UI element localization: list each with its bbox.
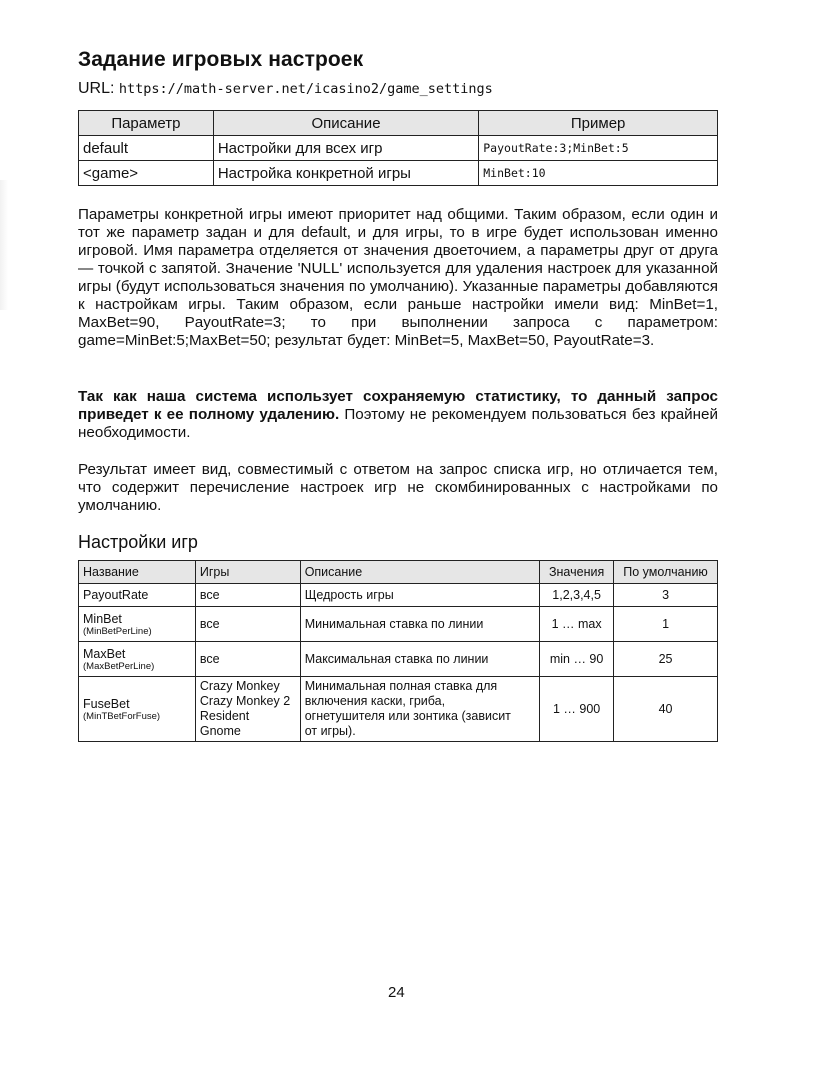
warning-paragraph	[78, 388, 718, 442]
table-row	[79, 136, 718, 161]
table-row	[79, 642, 718, 677]
setting-alias: (MinTBetForFuse)	[83, 710, 161, 722]
games-cell: все	[195, 607, 300, 642]
default-cell: 1	[614, 607, 718, 642]
values-cell: 1,2,3,4,5	[540, 584, 614, 607]
name-cell	[79, 607, 196, 642]
description-line: от игры).	[304, 724, 356, 738]
section-heading: Задание игровых настроек	[78, 48, 364, 71]
table-header-row	[79, 561, 718, 584]
parameters-table	[78, 110, 718, 186]
games-cell: все	[195, 642, 300, 677]
game-name: Resident	[199, 709, 250, 723]
name-cell	[79, 642, 196, 677]
priority-paragraph: Параметры конкретной игры имеют приоритет над общими. Таким образом, если один и тот же параметр задан и для default, и для игры, то в игре будет использован именно игровой. Имя параметра отделяется от значения двоеточием, а параметры друг от друга — точкой с запятой. Значение 'NULL' используется для удаления настроек для указанной игры (будут использоваться значения по умолчанию). Указанные параметры добавляются к настройкам игры. Таким образом, если раньше настройки имели вид: MinBet=1, MaxBet=90, PayoutRate=3; то при выполнении запроса с параметром: game=MinBet:5;MaxBet=50; результат будет: MinBet=5, MaxBet=50, PayoutRate=3.	[78, 206, 718, 349]
game-name: Crazy Monkey 2	[199, 694, 291, 708]
header-description: Описание	[300, 561, 539, 584]
description-cell	[300, 677, 539, 742]
table-row	[79, 677, 718, 742]
game-name: Gnome	[199, 724, 241, 738]
setting-name: FuseBet	[83, 696, 130, 711]
warning-rest-text: Поэтому не рекомендуем пользоваться без крайней необходимости.	[78, 406, 718, 441]
page-number: 24	[388, 984, 405, 1001]
values-cell: 1 … max	[540, 607, 614, 642]
url-value: https://math-server.net/icasino2/game_settings	[118, 81, 493, 97]
game-name: Crazy Monkey	[199, 679, 280, 693]
header-games: Игры	[195, 561, 300, 584]
values-cell: 1 … 900	[540, 677, 614, 742]
description-cell: Настройки для всех игр	[213, 136, 478, 161]
games-cell: все	[195, 584, 300, 607]
games-cell	[195, 677, 300, 742]
url-line	[78, 80, 493, 98]
description-cell: Щедрость игры	[300, 584, 539, 607]
description-line: Минимальная полная ставка для	[304, 679, 498, 693]
name-cell: PayoutRate	[79, 584, 196, 607]
table-row	[79, 161, 718, 186]
param-cell: <game>	[79, 161, 214, 186]
name-cell	[79, 677, 196, 742]
warning-bold-text: Так как наша система использует сохраняемую статистику, то данный запрос приведет к ее полному удалению.	[78, 388, 718, 423]
table-row	[79, 584, 718, 607]
default-cell: 3	[614, 584, 718, 607]
description-cell: Максимальная ставка по линии	[300, 642, 539, 677]
default-cell: 40	[614, 677, 718, 742]
setting-name: MinBet	[83, 611, 122, 626]
header-default: По умолчанию	[614, 561, 718, 584]
setting-name: MaxBet	[83, 646, 126, 661]
example-cell: MinBet:10	[479, 161, 718, 186]
header-parameter: Параметр	[79, 111, 214, 136]
setting-alias: (MinBetPerLine)	[83, 625, 152, 637]
description-cell: Минимальная ставка по линии	[300, 607, 539, 642]
url-label: URL:	[78, 80, 115, 97]
header-name: Название	[79, 561, 196, 584]
description-line: включения каски, гриба,	[304, 694, 446, 708]
setting-alias: (MaxBetPerLine)	[83, 660, 155, 672]
game-settings-table	[78, 560, 718, 742]
header-description: Описание	[213, 111, 478, 136]
result-paragraph: Результат имеет вид, совместимый с ответом на запрос списка игр, но отличается тем, что содержит перечисление настроек игр не скомбинированных с настройками по умолчанию.	[78, 461, 718, 514]
table-row	[79, 607, 718, 642]
example-cell: PayoutRate:3;MinBet:5	[479, 136, 718, 161]
values-cell: min … 90	[540, 642, 614, 677]
default-cell: 25	[614, 642, 718, 677]
description-cell: Настройка конкретной игры	[213, 161, 478, 186]
table-header-row	[79, 111, 718, 136]
param-cell: default	[79, 136, 214, 161]
header-example: Пример	[479, 111, 718, 136]
description-line: огнетушителя или зонтика (зависит	[304, 709, 511, 723]
header-values: Значения	[540, 561, 614, 584]
subsection-heading: Настройки игр	[78, 532, 198, 552]
scan-edge-shadow	[0, 180, 8, 310]
